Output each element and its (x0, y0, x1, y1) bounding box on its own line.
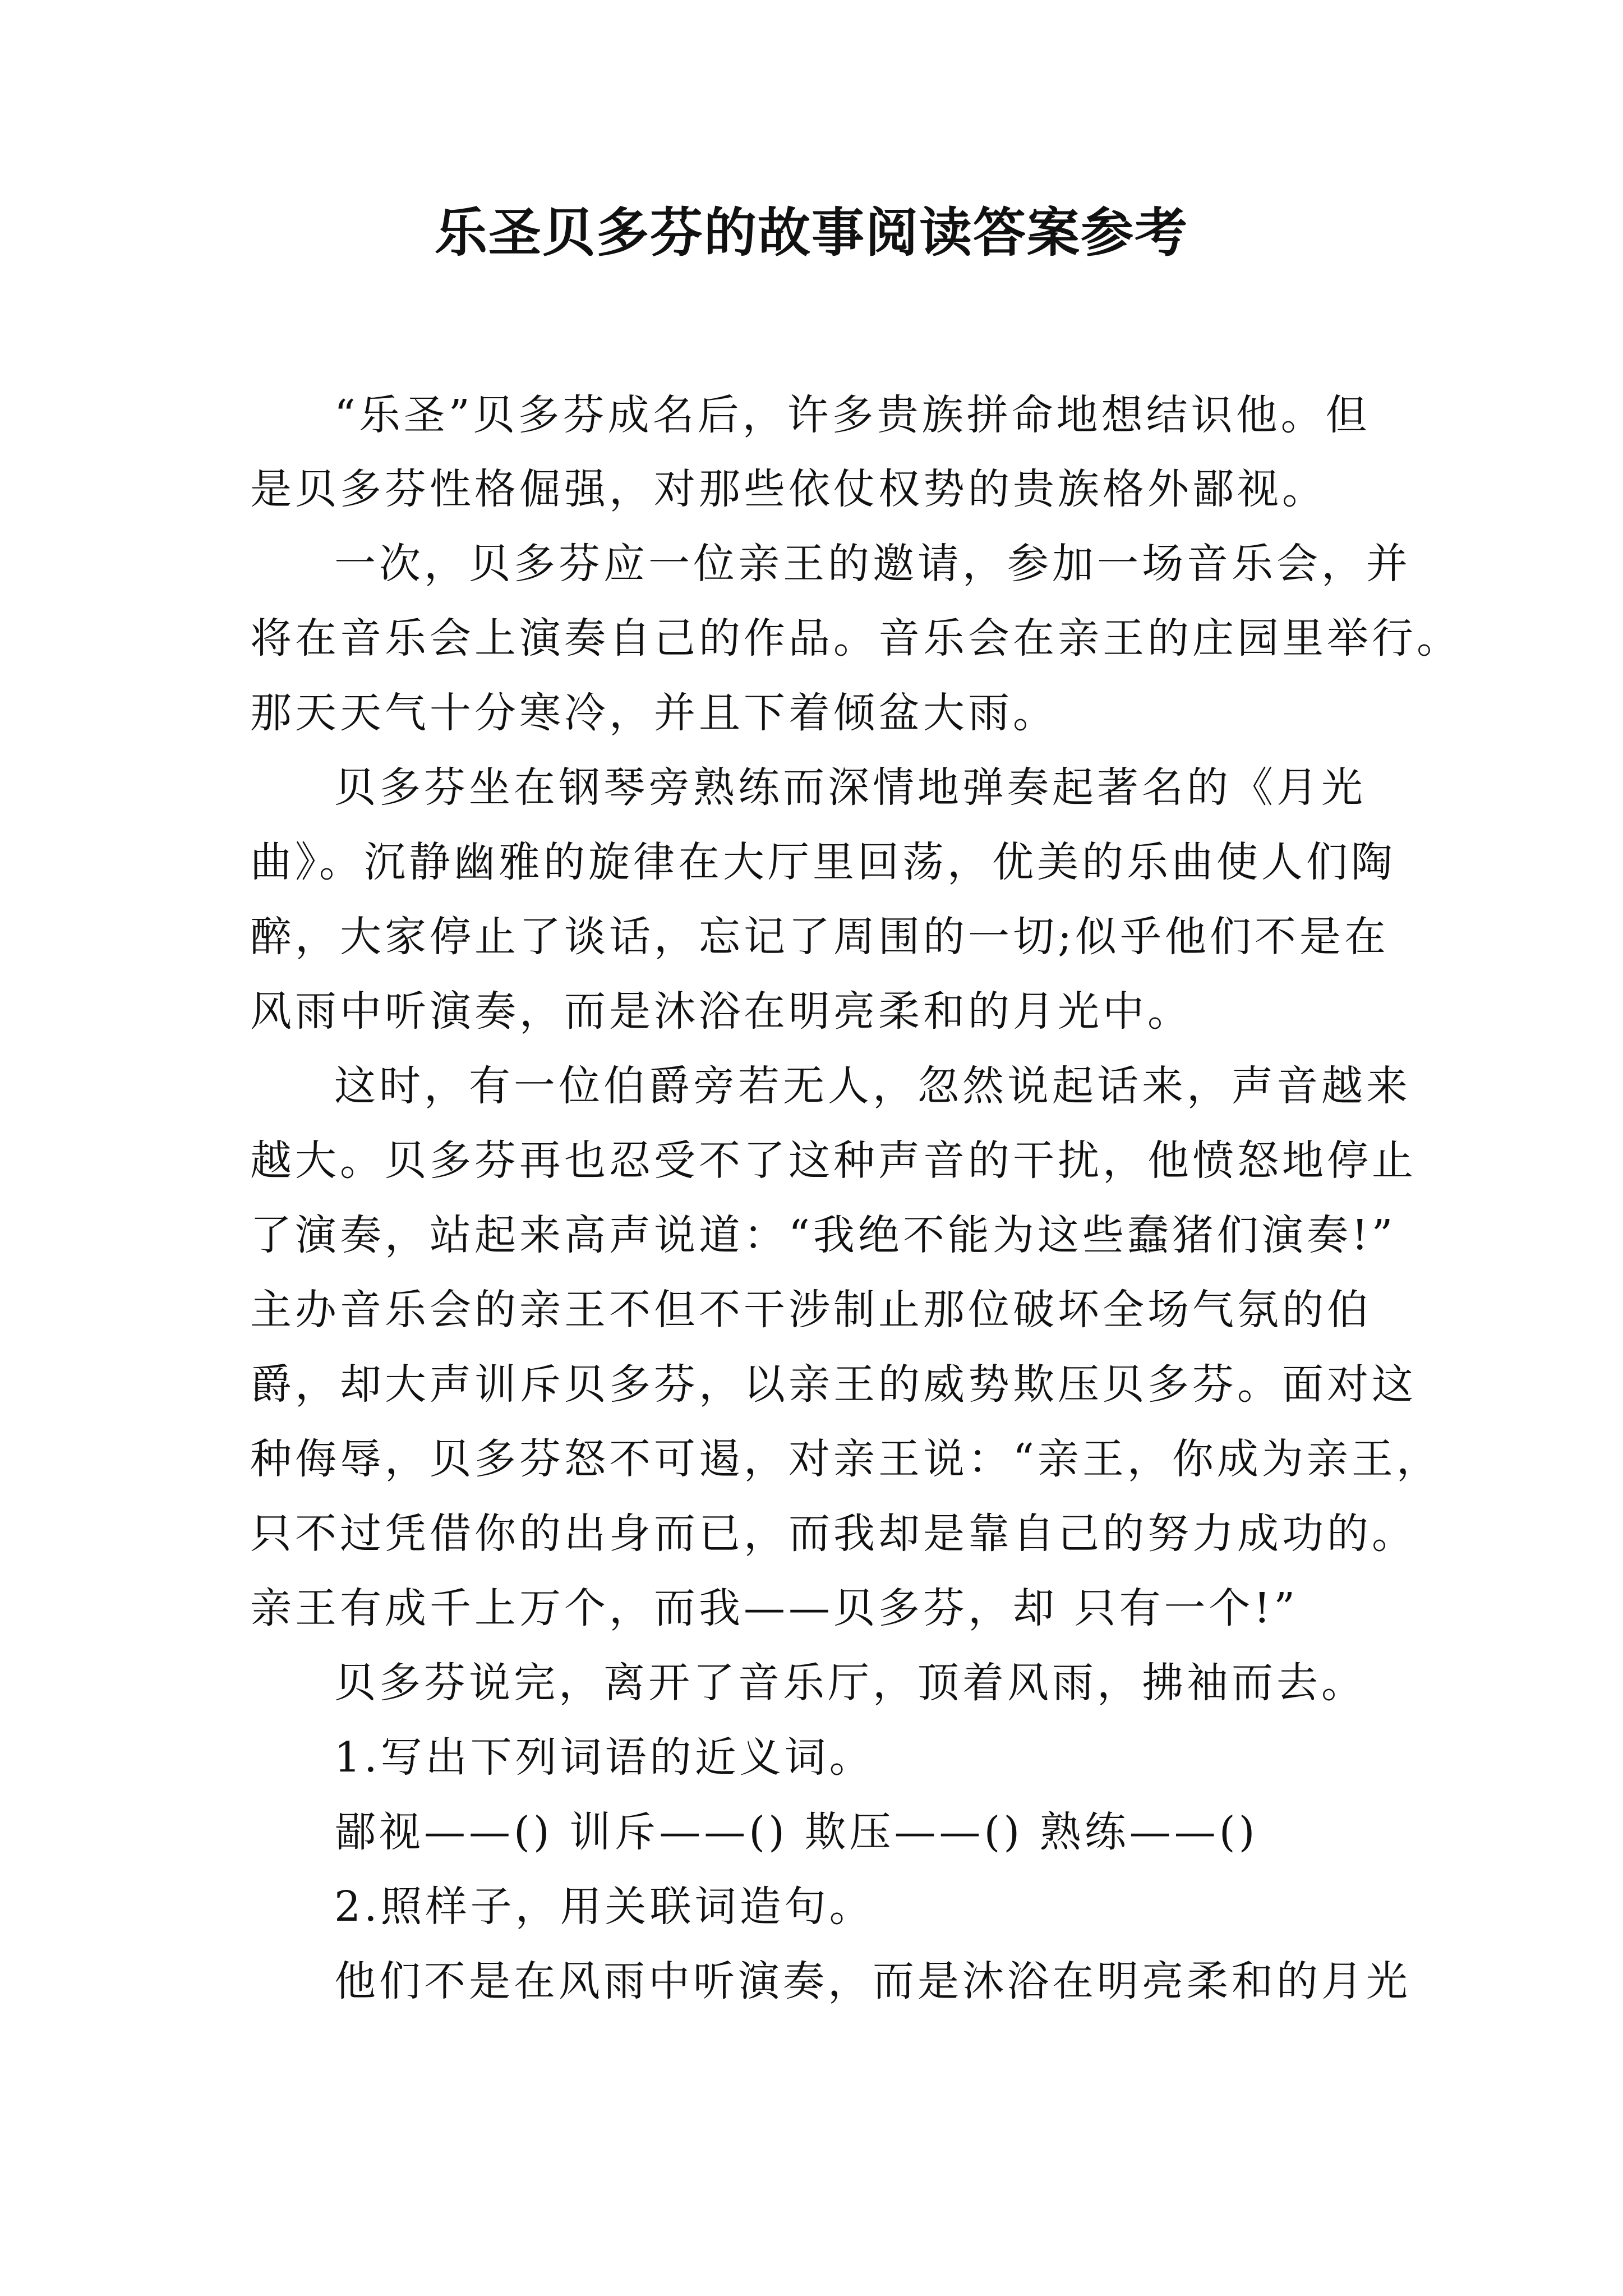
paragraph-line: 了演奏，站起来高声说道：“我绝不能为这些蠢猪们演奏!” (250, 1211, 1396, 1259)
paragraph-line: 爵，却大声训斥贝多芬，以亲王的威势欺压贝多芬。面对这 (250, 1360, 1417, 1409)
paragraph-line: 一次，贝多芬应一位亲王的邀请，参加一场音乐会，并 (334, 540, 1411, 588)
question-line: 他们不是在风雨中听演奏，而是沐浴在明亮柔和的月光 (334, 1957, 1411, 2005)
paragraph-line: 那天天气十分寒冷，并且下着倾盆大雨。 (250, 689, 1058, 737)
paragraph-line: 贝多芬坐在钢琴旁熟练而深情地弹奏起著名的《月光 (334, 763, 1366, 812)
paragraph-line: 亲王有成千上万个，而我——贝多芬，却 只有一个!” (250, 1584, 1299, 1632)
question-line: 鄙视——() 训斥——() 欺压——() 熟练——() (334, 1808, 1258, 1856)
question-line: 1.写出下列词语的近义词。 (334, 1733, 874, 1782)
question-line: 2.照样子，用关联词造句。 (334, 1883, 874, 1931)
paragraph-line: 只不过凭借你的出身而已，而我却是靠自己的努力成功的。 (250, 1510, 1417, 1558)
paragraph-line: 主办音乐会的亲王不但不干涉制止那位破坏全场气氛的伯 (250, 1286, 1372, 1334)
paragraph-line: 曲》。沉静幽雅的旋律在大厅里回荡，优美的乐曲使人们陶 (250, 838, 1396, 886)
paragraph-line: 越大。贝多芬再也忍受不了这种声音的干扰，他愤怒地停止 (250, 1137, 1417, 1185)
paragraph-line: 贝多芬说完，离开了音乐厅，顶着风雨，拂袖而去。 (334, 1659, 1366, 1707)
paragraph-line: 是贝多芬性格倔强，对那些依仗权势的贵族格外鄙视。 (250, 465, 1327, 513)
paragraph-line: 风雨中听演奏，而是沐浴在明亮柔和的月光中。 (250, 987, 1192, 1036)
document-title: 乐圣贝多芬的故事阅读答案参考 (434, 202, 1188, 264)
paragraph-line: 种侮辱，贝多芬怒不可遏，对亲王说：“亲王，你成为亲王， (250, 1435, 1441, 1483)
paragraph-line: 将在音乐会上演奏自己的作品。音乐会在亲王的庄园里举行。 (250, 614, 1461, 662)
paragraph-line: 这时，有一位伯爵旁若无人，忽然说起话来，声音越来 (334, 1062, 1411, 1110)
paragraph-line: 醉，大家停止了谈话，忘记了周围的一切;似乎他们不是在 (250, 913, 1389, 961)
paragraph-line: “乐圣”贝多芬成名后，许多贵族拼命地想结识他。但 (334, 391, 1371, 439)
